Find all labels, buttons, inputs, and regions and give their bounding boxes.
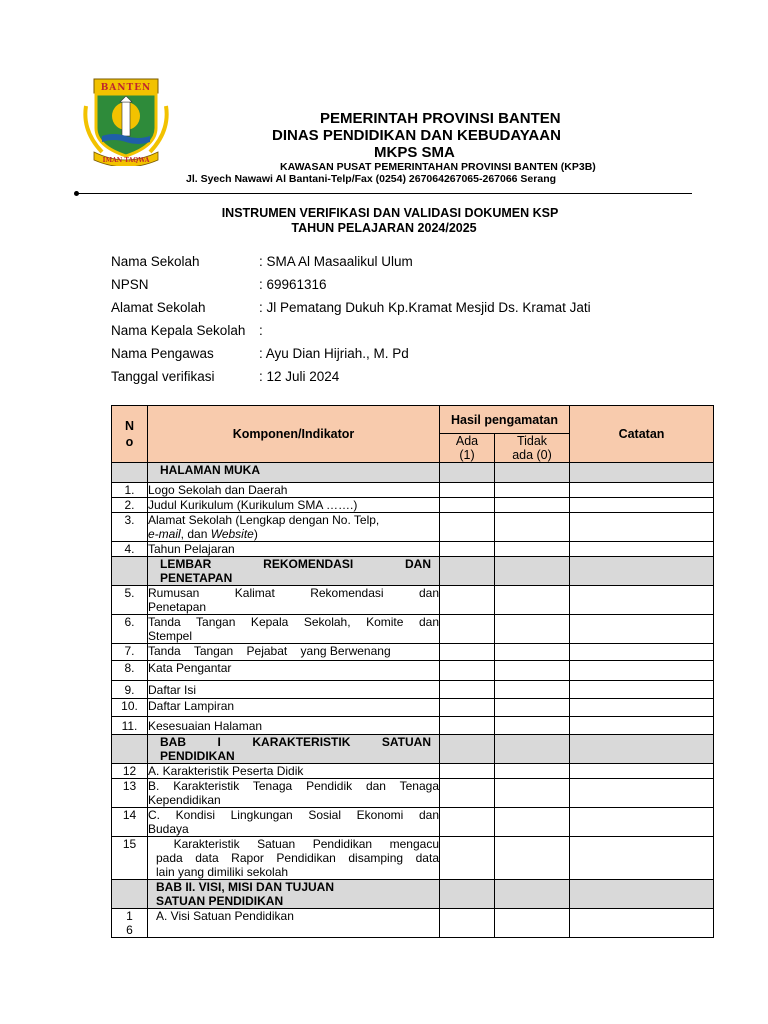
document-subtitle: TAHUN PELAJARAN 2024/2025 <box>291 221 477 235</box>
column-header-number: N o <box>112 406 148 463</box>
table-row: 1 6 A. Visi Satuan Pendidikan <box>112 909 714 938</box>
letterhead-unit: MKPS SMA <box>374 144 455 161</box>
table-row: 8. Kata Pengantar <box>112 661 714 681</box>
info-value: : SMA Al Masaalikul Ulum <box>259 254 413 269</box>
info-row-school-name <box>111 250 591 273</box>
svg-text:BANTEN: BANTEN <box>100 83 152 93</box>
info-label: Nama Sekolah <box>111 254 200 269</box>
verification-table <box>111 405 714 938</box>
banten-province-logo <box>80 76 172 166</box>
table-row: 9. Daftar Isi <box>112 681 714 699</box>
column-header-notes: Catatan <box>570 406 714 463</box>
section-row-chapter-2: BAB II. VISI, MISI DAN TUJUAN SATUAN PENDIDIKAN <box>112 880 714 909</box>
info-row-supervisor <box>111 342 591 365</box>
table-row: 14 C. Kondisi Lingkungan Sosial Ekonomi dan Budaya <box>112 808 714 837</box>
table-row: 7. Tanda Tangan Pejabat yang Berwenang <box>112 644 714 661</box>
letterhead-address: Jl. Syech Nawawi Al Bantani-Telp/Fax (0254) 267064267065-267066 Serang <box>186 173 557 185</box>
table-row: 5. Rumusan Kalimat Rekomendasi dan Penetapan <box>112 586 714 615</box>
table-row: 12 A. Karakteristik Peserta Didik <box>112 764 714 779</box>
table-row: 13 B. Karakteristik Tenaga Pendidik dan Tenaga Kependidikan <box>112 779 714 808</box>
table-row: 1. Logo Sekolah dan Daerah <box>112 483 714 498</box>
svg-text:IMAN TAQWA: IMAN TAQWA <box>102 157 150 164</box>
info-label: Tanggal verifikasi <box>111 369 215 384</box>
section-row-front-page: HALAMAN MUKA <box>112 463 714 483</box>
info-row-address <box>111 296 591 319</box>
table-row: 4. Tahun Pelajaran <box>112 542 714 557</box>
table-row: 6. Tanda Tangan Kepala Sekolah, Komite dan Stempel <box>112 615 714 644</box>
info-row-npsn <box>111 273 591 296</box>
info-label: NPSN <box>111 277 149 292</box>
column-header-present: Ada (1) <box>440 434 495 463</box>
table-row: 3. Alamat Sekolah (Lengkap dengan No. Telp, e-mail, dan Website) <box>112 513 714 542</box>
section-row-chapter-1: BAB I KARAKTERISTIK SATUAN PENDIDIKAN <box>112 735 714 764</box>
document-title: INSTRUMEN VERIFIKASI DAN VALIDASI DOKUMEN KSP <box>221 206 559 220</box>
info-label: Nama Pengawas <box>111 346 214 361</box>
section-row-recommendation: LEMBAR REKOMENDASI DAN PENETAPAN <box>112 557 714 586</box>
column-header-observation: Hasil pengamatan <box>440 406 570 434</box>
column-header-component: Komponen/Indikator <box>148 406 440 463</box>
table-row: 2. Judul Kurikulum (Kurikulum SMA …….) <box>112 498 714 513</box>
letterhead-area: KAWASAN PUSAT PEMERINTAHAN PROVINSI BANTEN (KP3B) <box>280 161 596 173</box>
table-row: 10. Daftar Lampiran <box>112 699 714 717</box>
info-value: : 12 Juli 2024 <box>259 369 340 384</box>
info-value: : 69961316 <box>259 277 327 292</box>
info-label: Alamat Sekolah <box>111 300 206 315</box>
letterhead-province: PEMERINTAH PROVINSI BANTEN <box>320 110 561 127</box>
table-row: 15 Karakteristik Satuan Pendidikan mengacu pada data Rapor Pendidikan disamping data lain yang dimiliki sekolah <box>112 837 714 880</box>
letterhead-office: DINAS PENDIDIKAN DAN KEBUDAYAAN <box>272 127 561 144</box>
info-value: : <box>259 323 263 338</box>
column-header-absent: Tidak ada (0) <box>495 434 570 463</box>
info-label: Nama Kepala Sekolah <box>111 323 246 338</box>
info-row-date <box>111 365 591 388</box>
info-value: : Jl Pematang Dukuh Kp.Kramat Mesjid Ds. Kramat Jati <box>259 300 591 315</box>
table-row: 11. Kesesuaian Halaman <box>112 717 714 735</box>
info-value: : Ayu Dian Hijriah., M. Pd <box>259 346 409 361</box>
info-row-principal <box>111 319 591 342</box>
school-info <box>111 250 591 388</box>
letterhead-divider <box>78 193 692 194</box>
